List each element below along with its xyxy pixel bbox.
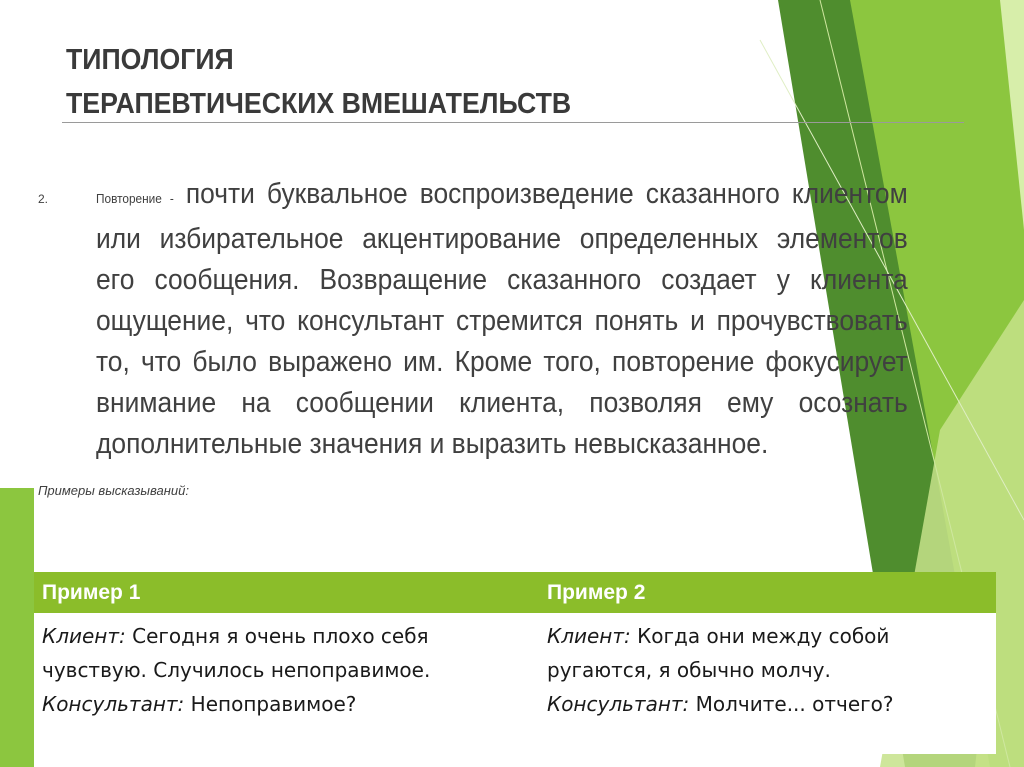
client-role-label: Клиент: <box>547 624 631 648</box>
title-divider <box>62 122 964 123</box>
client-statement: Когда они между собой ругаются, я обычно молчу. <box>547 624 890 682</box>
title-line-1: ТИПОЛОГИЯ <box>66 44 234 76</box>
consultant-response: Непоправимое? <box>190 692 357 716</box>
left-bottom-green-shape <box>0 488 34 767</box>
consultant-role-label: Консультант: <box>42 692 185 716</box>
item-body: почти буквальное воспроизведение сказанного клиентом или избирательное акцентирование определенных элементов его сообщения. Возвращение сказанного создает у клиента ощущение, что консультант стремится понять и прочувствовать то, что было выражено им. Кроме того, повторение фокусирует внимание на сообщении клиента, позволяя ему осознать дополнительные значения и выразить невысказанное. <box>96 178 908 460</box>
slide-title <box>66 38 857 126</box>
examples-table <box>34 572 996 754</box>
table-header-row <box>34 572 996 613</box>
table-cell-example-1 <box>34 613 539 721</box>
client-statement: Сегодня я очень плохо себя чувствую. Случилось непоправимое. <box>42 624 431 682</box>
table-header-example-1: Пример 1 <box>42 581 141 604</box>
table-cell-example-2 <box>539 613 996 721</box>
consultant-role-label: Консультант: <box>547 692 690 716</box>
consultant-response: Молчите... отчего? <box>695 692 894 716</box>
item-label: Повторение - <box>96 191 174 206</box>
title-line-2: ТЕРАПЕВТИЧЕСКИХ ВМЕШАТЕЛЬСТВ <box>66 88 572 120</box>
table-header-example-2: Пример 2 <box>547 581 646 604</box>
client-role-label: Клиент: <box>42 624 126 648</box>
examples-label: Примеры высказываний: <box>38 483 189 498</box>
table-body-row <box>34 613 996 721</box>
list-number: 2. <box>38 192 49 206</box>
item-paragraph <box>96 174 908 465</box>
